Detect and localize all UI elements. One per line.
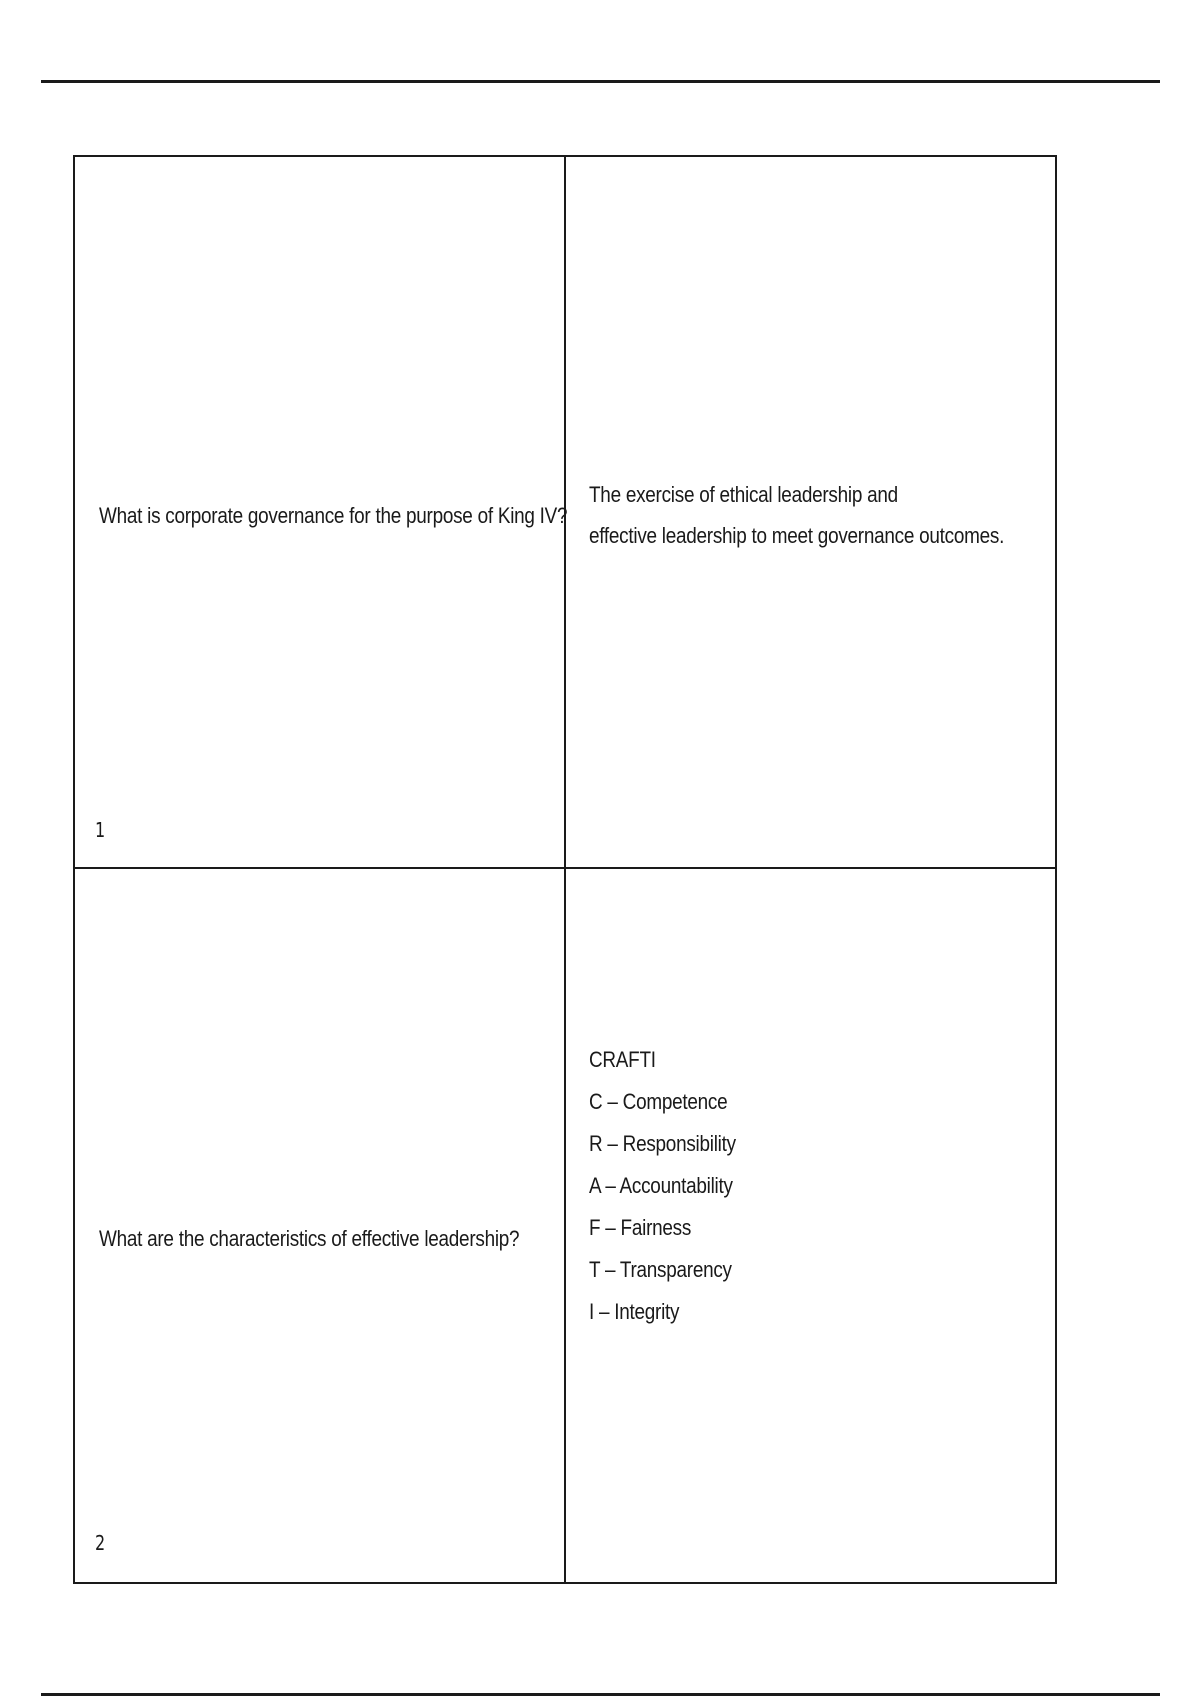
answer-line: F – Fairness (589, 1215, 692, 1240)
card-2-number: 2 (95, 1531, 106, 1555)
card-2-question-cell (75, 869, 566, 1582)
card-1-number: 1 (95, 818, 106, 842)
card-2-answer (589, 1039, 736, 1333)
footer-rule (41, 1693, 1160, 1696)
card-1-answer (589, 474, 1004, 556)
answer-line: I – Integrity (589, 1299, 680, 1324)
answer-line: R – Responsibility (589, 1131, 736, 1156)
header-rule (41, 80, 1160, 83)
card-2-question: What are the characteristics of effective leadership? (99, 1226, 520, 1251)
answer-line: C – Competence (589, 1089, 728, 1114)
answer-line: A – Accountability (589, 1173, 733, 1198)
answer-line: CRAFTI (589, 1047, 656, 1072)
answer-line: The exercise of ethical leadership and (589, 482, 898, 507)
card-2-answer-cell (566, 869, 1057, 1582)
flashcard-table (73, 155, 1057, 1584)
answer-line: effective leadership to meet governance outcomes. (589, 523, 1005, 548)
card-1-question: What is corporate governance for the purpose of King IV? (99, 503, 568, 528)
answer-line: T – Transparency (589, 1257, 732, 1282)
card-1-answer-cell (566, 157, 1057, 869)
card-1-question-cell (75, 157, 566, 869)
